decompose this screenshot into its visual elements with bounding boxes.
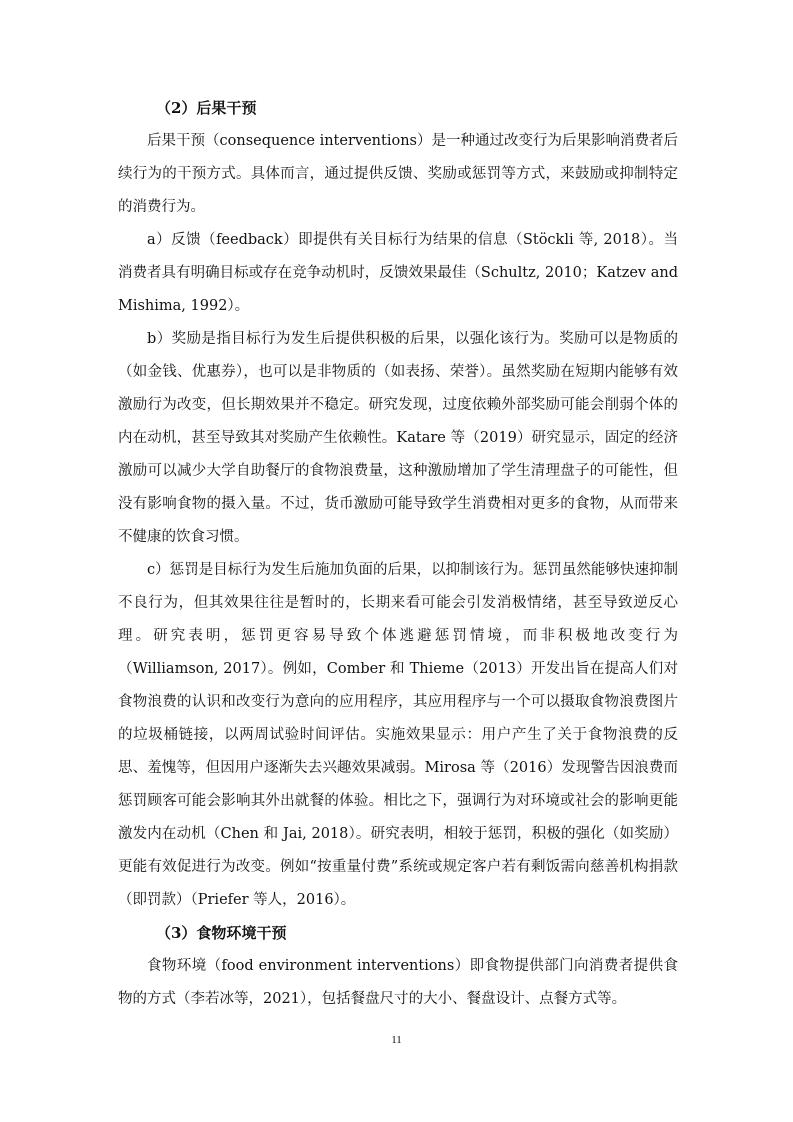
paragraph-reward: b）奖励是指目标行为发生后提供积极的后果，以强化该行为。奖励可以是物质的（如金钱、优惠券），也可以是非物质的（如表扬、荣誉）。虽然奖励在短期内能够有效激励行为改变，但长期效果并不稳定。研究发现，过度依赖外部奖励可能会削弱个体的内在动机，甚至导致其对奖励产生依赖性。Katare 等（2019）研究显示，固定的经济激励可以减少大学自助餐厅的食物浪费量，这种激励增加了学生清理盘子的可能性，但没有影响食物的摄入量。不过，货币激励可能导致学生消费相对更多的食物，从而带来不健康的饮食习惯。 xyxy=(118,331,678,545)
section-heading-consequence: （2）后果干预 xyxy=(156,99,257,117)
document-body xyxy=(118,92,678,1016)
section-heading-food-environment: （3）食物环境干预 xyxy=(156,924,287,942)
paragraph-food-environment: 食物环境（food environment interventions）即食物提供部门向消费者提供食物的方式（李若冰等，2021），包括餐盘尺寸的大小、餐盘设计、点餐方式等。 xyxy=(118,958,678,1007)
paragraph-feedback: a）反馈（feedback）即提供有关目标行为结果的信息（Stöckli 等, 2018）。当消费者具有明确目标或存在竞争动机时，反馈效果最佳（Schultz, 2010；Katzev and Mishima, 1992）。 xyxy=(118,232,678,314)
paragraph-consequence-intro: 后果干预（consequence interventions）是一种通过改变行为后果影响消费者后续行为的干预方式。具体而言，通过提供反馈、奖励或惩罚等方式，来鼓励或抑制特定的消费行为。 xyxy=(118,133,678,215)
paragraph-punishment: c）惩罚是目标行为发生后施加负面的后果，以抑制该行为。惩罚虽然能够快速抑制不良行为，但其效果往往是暂时的，长期来看可能会引发消极情绪，甚至导致逆反心理。研究表明，惩罚更容易导致个体逃避惩罚情境，而非积极地改变行为（Williamson, 2017）。例如，Comber 和 Thieme（2013）开发出旨在提高人们对食物浪费的认识和改变行为意向的应用程序，其应用程序与一个可以摄取食物浪费图片的垃圾桶链接，以两周试验时间评估。实施效果显示：用户产生了关于食物浪费的反思、羞愧等，但因用户逐渐失去兴趣效果减弱。Mirosa 等（2016）发现警告因浪费而惩罚顾客可能会影响其外出就餐的体验。相比之下，强调行为对环境或社会的影响更能激发内在动机（Chen 和 Jai, 2018）。研究表明，相较于惩罚，积极的强化（如奖励）更能有效促进行为改变。例如“按重量付费”系统或规定客户若有剩饭需向慈善机构捐款（即罚款）（Priefer 等人，2016）。 xyxy=(118,562,678,908)
page-number: 11 xyxy=(391,1034,402,1046)
